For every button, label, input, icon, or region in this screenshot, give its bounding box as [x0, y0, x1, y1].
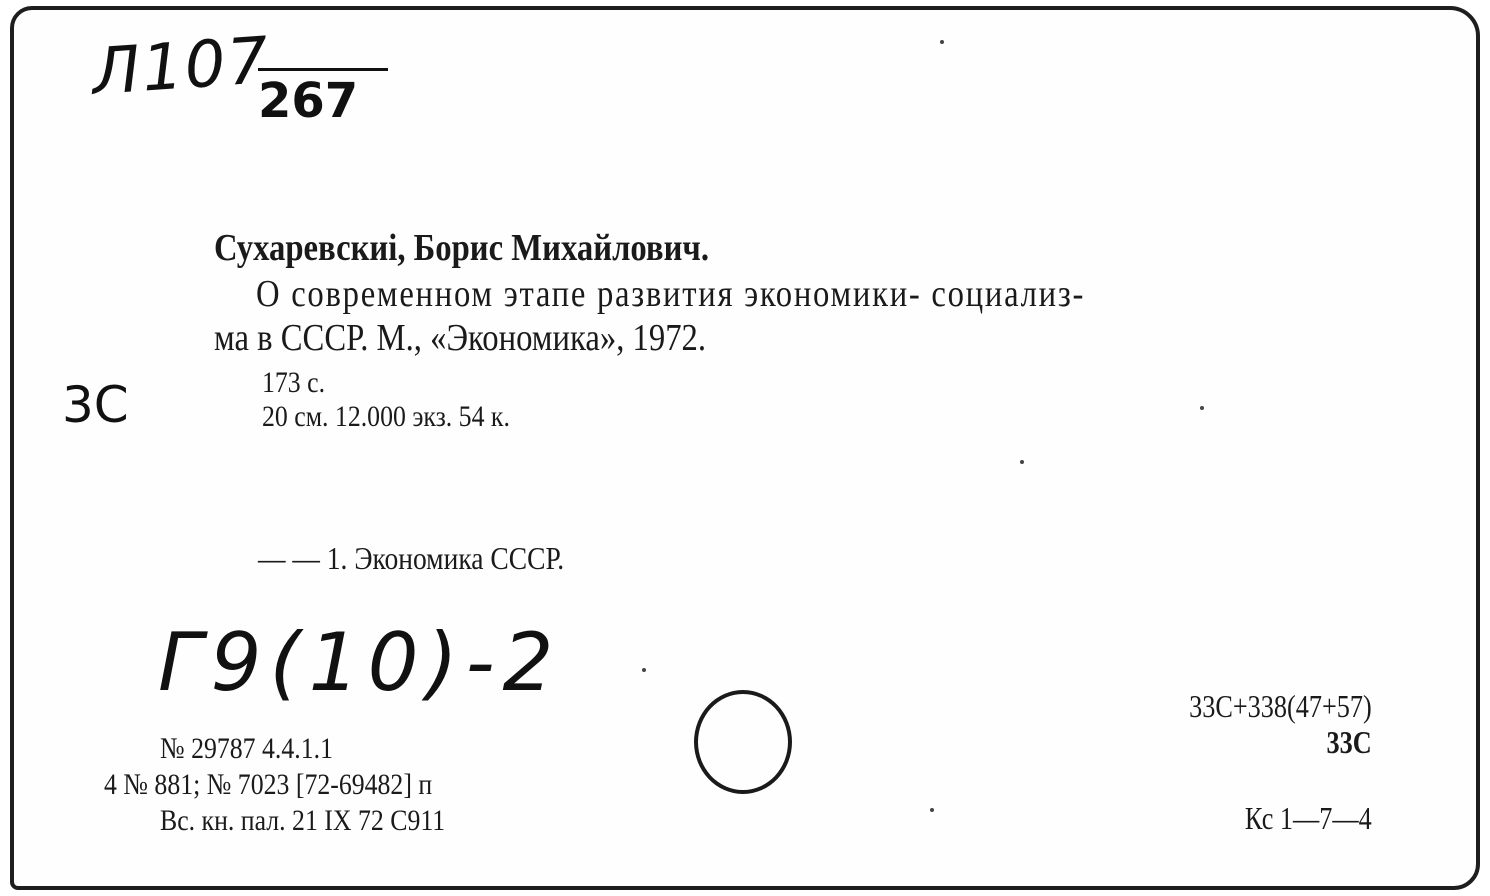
ks-code: Кс 1—7—4	[1245, 800, 1372, 836]
author-heading: Сухаревскиі, Борис Михайлович.	[214, 227, 710, 269]
record-line-1: № 29787 4.4.1.1	[160, 732, 333, 765]
call-number-bottom: 267	[258, 68, 388, 129]
physical-description: 20 см. 12.000 экз. 54 к.	[262, 400, 510, 433]
side-mark: 3С	[62, 376, 129, 434]
smudge-dot	[930, 808, 934, 812]
subject-heading: — — 1. Экономика СССР.	[258, 540, 565, 576]
class-code-line-1: 33С+338(47+57)	[1189, 688, 1372, 724]
page-count: 173 с.	[262, 366, 326, 399]
smudge-dot	[940, 40, 944, 44]
record-line-2: 4 № 881; № 7023 [72-69482] п	[104, 768, 433, 801]
call-number-top: Л107	[89, 23, 273, 111]
title-line-1: О современном этапе развития экономики- социализ-	[256, 273, 1086, 315]
classification-handwritten: Г9(10)-2	[158, 616, 562, 709]
smudge-dot	[1020, 460, 1024, 464]
record-line-3: Вс. кн. пал. 21 IX 72 С911	[160, 804, 446, 837]
punch-hole	[694, 690, 792, 794]
class-code-line-2: 33С	[1326, 724, 1372, 760]
smudge-dot	[642, 668, 646, 672]
class-codes	[1189, 688, 1372, 760]
title-line-2: ма в СССР. М., «Экономика», 1972.	[214, 317, 707, 359]
smudge-dot	[1200, 406, 1204, 410]
